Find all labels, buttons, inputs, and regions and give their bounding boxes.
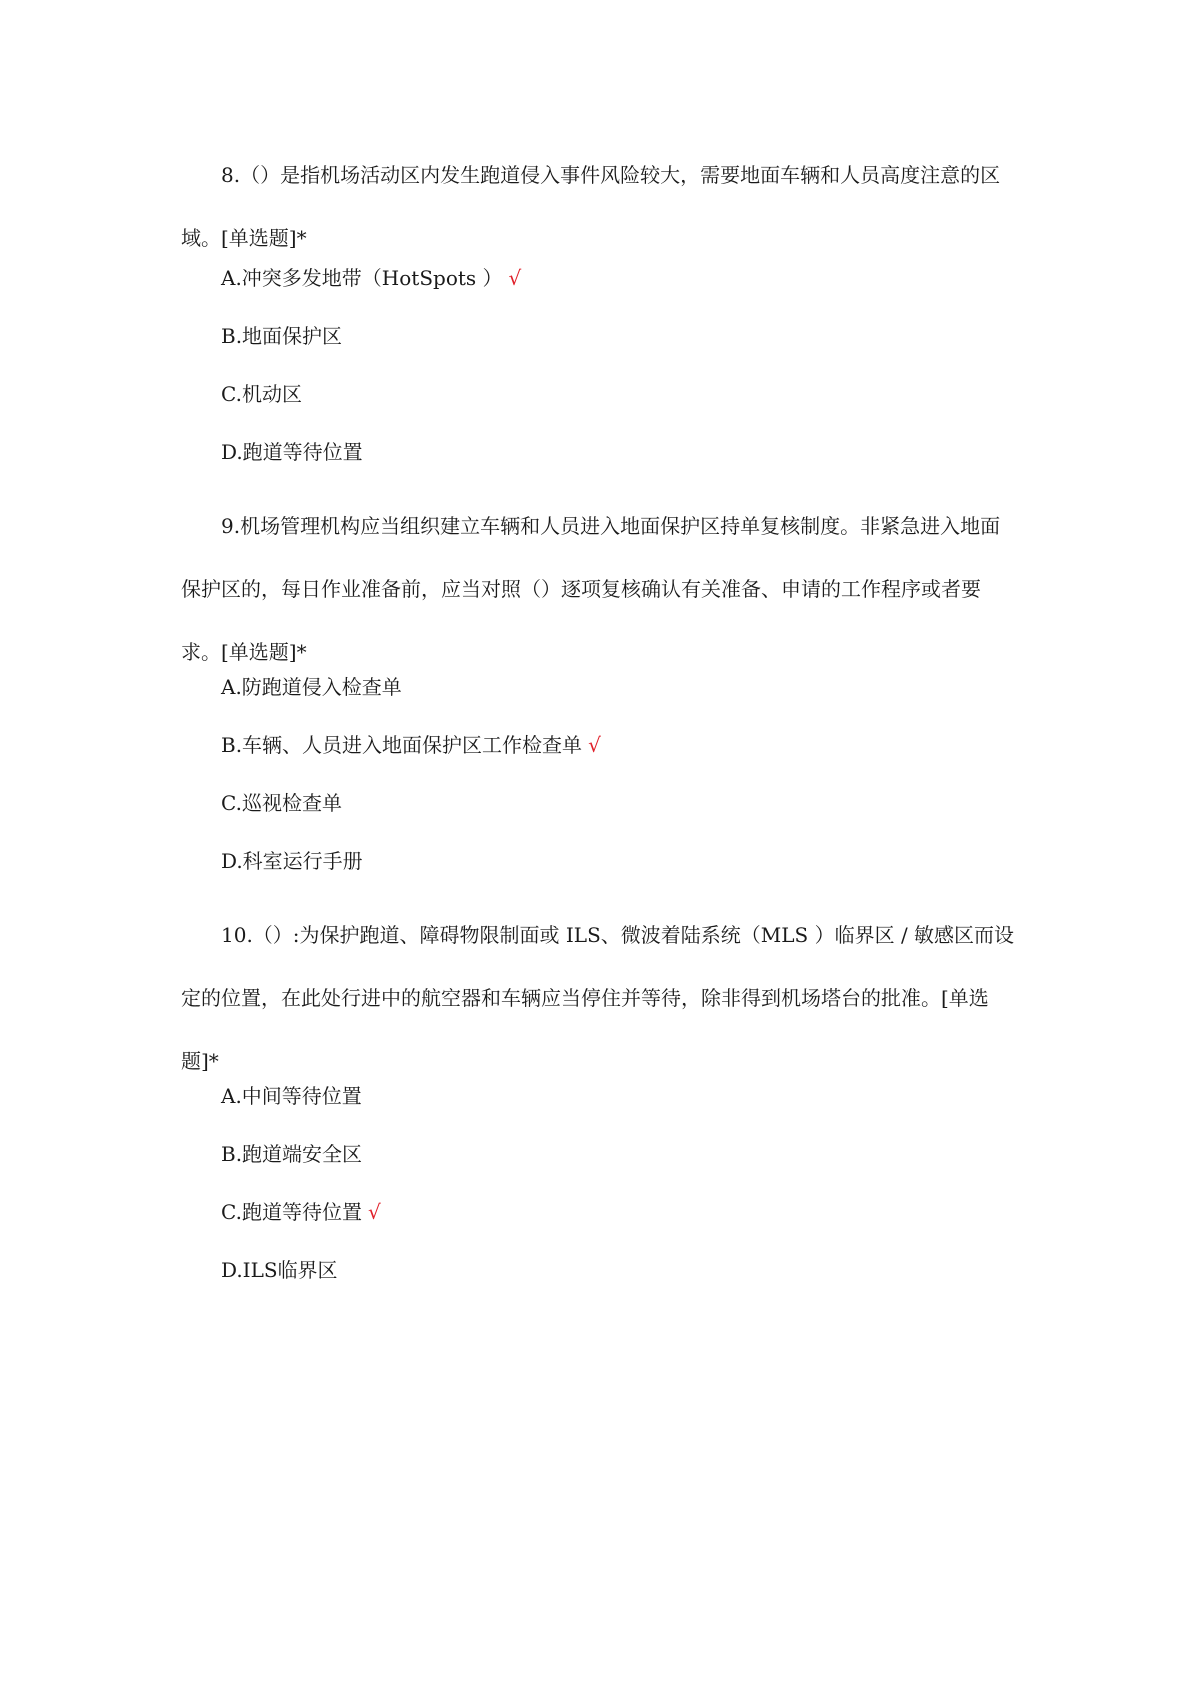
question-8-option-d bbox=[221, 437, 369, 467]
question-9-option-c bbox=[221, 788, 348, 818]
question-9-text: 9.机场管理机构应当组织建立车辆和人员进入地面保护区持单复核制度。非紧急进入地面保护区的，每日作业准备前，应当对照（）逐项复核确认有关准备、申请的工作程序或者要求。[单选题]* bbox=[181, 514, 1001, 664]
correct-check-icon: √ bbox=[588, 733, 601, 757]
option-label: B.跑道端安全区 bbox=[221, 1142, 363, 1166]
question-10-option-b bbox=[221, 1139, 368, 1169]
option-label: B.地面保护区 bbox=[221, 324, 343, 348]
question-9-option-d bbox=[221, 846, 369, 876]
option-label: C.机动区 bbox=[221, 382, 302, 406]
option-label: D.科室运行手册 bbox=[221, 849, 363, 873]
question-8-option-b bbox=[221, 321, 348, 351]
option-label: A.防跑道侵入检查单 bbox=[221, 675, 402, 699]
question-9-option-a bbox=[221, 672, 408, 702]
option-label: B.车辆、人员进入地面保护区工作检查单 bbox=[221, 733, 583, 757]
option-label: C.巡视检查单 bbox=[221, 791, 342, 815]
question-8-option-a bbox=[221, 263, 521, 293]
option-label: D.ILS临界区 bbox=[221, 1258, 338, 1282]
question-10-option-d bbox=[221, 1255, 344, 1285]
question-8-option-c bbox=[221, 379, 308, 409]
option-label: C.跑道等待位置 bbox=[221, 1200, 362, 1224]
question-10-text: 10.（）:为保护跑道、障碍物限制面或 ILS、微波着陆系统（MLS ）临界区 / 敏感区而设定的位置，在此处行进中的航空器和车辆应当停住并等待，除非得到机场塔台的批准。[单选题]* bbox=[181, 923, 1015, 1073]
correct-check-icon: √ bbox=[367, 1200, 381, 1224]
correct-check-icon: √ bbox=[508, 266, 522, 290]
question-9-option-b bbox=[221, 730, 601, 760]
question-8-text: 8.（）是指机场活动区内发生跑道侵入事件风险较大，需要地面车辆和人员高度注意的区域。[单选题]* bbox=[181, 163, 1001, 250]
option-label: A.冲突多发地带（HotSpots ） bbox=[221, 266, 503, 290]
question-10-option-a bbox=[221, 1081, 368, 1111]
option-label: A.中间等待位置 bbox=[221, 1084, 362, 1108]
question-10-option-c bbox=[221, 1197, 381, 1227]
option-label: D.跑道等待位置 bbox=[221, 440, 363, 464]
